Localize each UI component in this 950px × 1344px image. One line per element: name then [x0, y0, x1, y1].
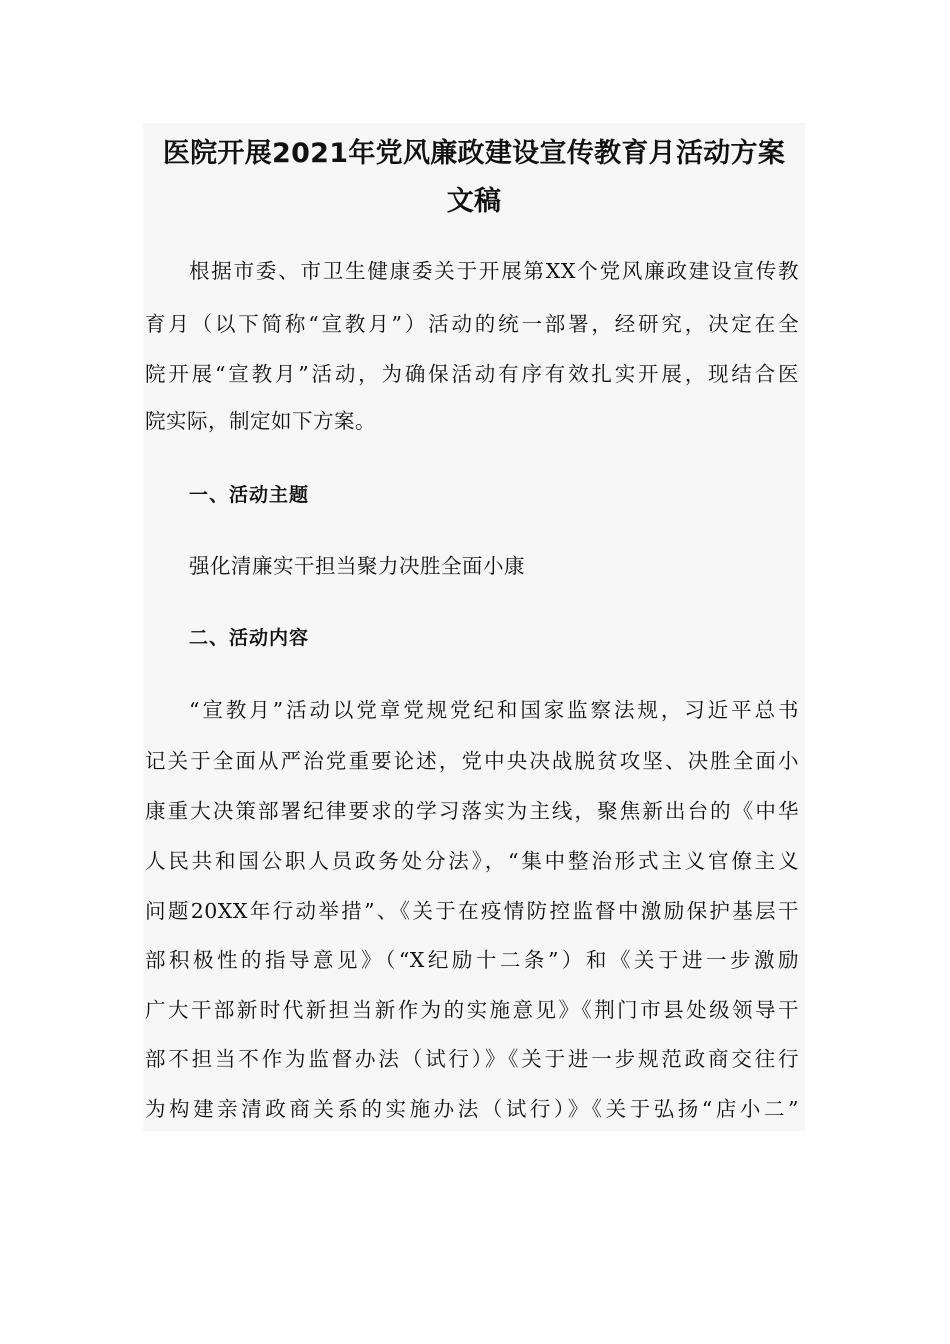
section-2-paragraph-line: 人民共和国公职人员政务处分法》，“集中整治形式主义官僚主义: [145, 849, 799, 873]
section-2-paragraph-line: 记关于全面从严治党重要论述，党中央决战脱贫攻坚、决胜全面小: [145, 749, 799, 773]
document-title-line-2: 文稿: [446, 186, 502, 217]
intro-paragraph-line: 根据市委、市卫生健康委关于开展第XX个党风廉政建设宣传教: [189, 259, 799, 283]
section-1-heading: 一、活动主题: [189, 484, 310, 506]
section-1-text: 强化清廉实干担当聚力决胜全面小康: [189, 554, 525, 578]
section-2-paragraph-line: 部不担当不作为监督办法（试行）》《关于进一步规范政商交往行: [145, 1047, 799, 1071]
intro-paragraph-line: 院实际，制定如下方案。: [145, 409, 376, 433]
section-2-paragraph-line: “宣教月”活动以党章党规党纪和国家监察法规，习近平总书: [189, 698, 799, 722]
section-2-heading: 二、活动内容: [189, 627, 310, 649]
section-2-paragraph-line: 问题20XX年行动举措”、《关于在疫情防控监督中激励保护基层干: [145, 899, 799, 923]
section-2-paragraph-line: 部积极性的指导意见》（“X纪励十二条”）和《关于进一步激励: [145, 948, 799, 972]
section-2-paragraph-line: 康重大决策部署纪律要求的学习落实为主线，聚焦新出台的《中华: [145, 799, 799, 823]
section-2-paragraph-line: 为构建亲清政商关系的实施办法（试行）》《关于弘扬“店小二”: [145, 1097, 799, 1121]
intro-paragraph-line: 院开展“宣教月”活动，为确保活动有序有效扎实开展，现结合医: [145, 362, 799, 386]
intro-paragraph-line: 育月（以下简称“宣教月”）活动的统一部署，经研究，决定在全: [145, 312, 799, 336]
document-title-line-1: 医院开展2021年党风廉政建设宣传教育月活动方案: [162, 138, 786, 169]
section-2-paragraph-line: 广大干部新时代新担当新作为的实施意见》《荆门市县处级领导干: [145, 998, 799, 1022]
